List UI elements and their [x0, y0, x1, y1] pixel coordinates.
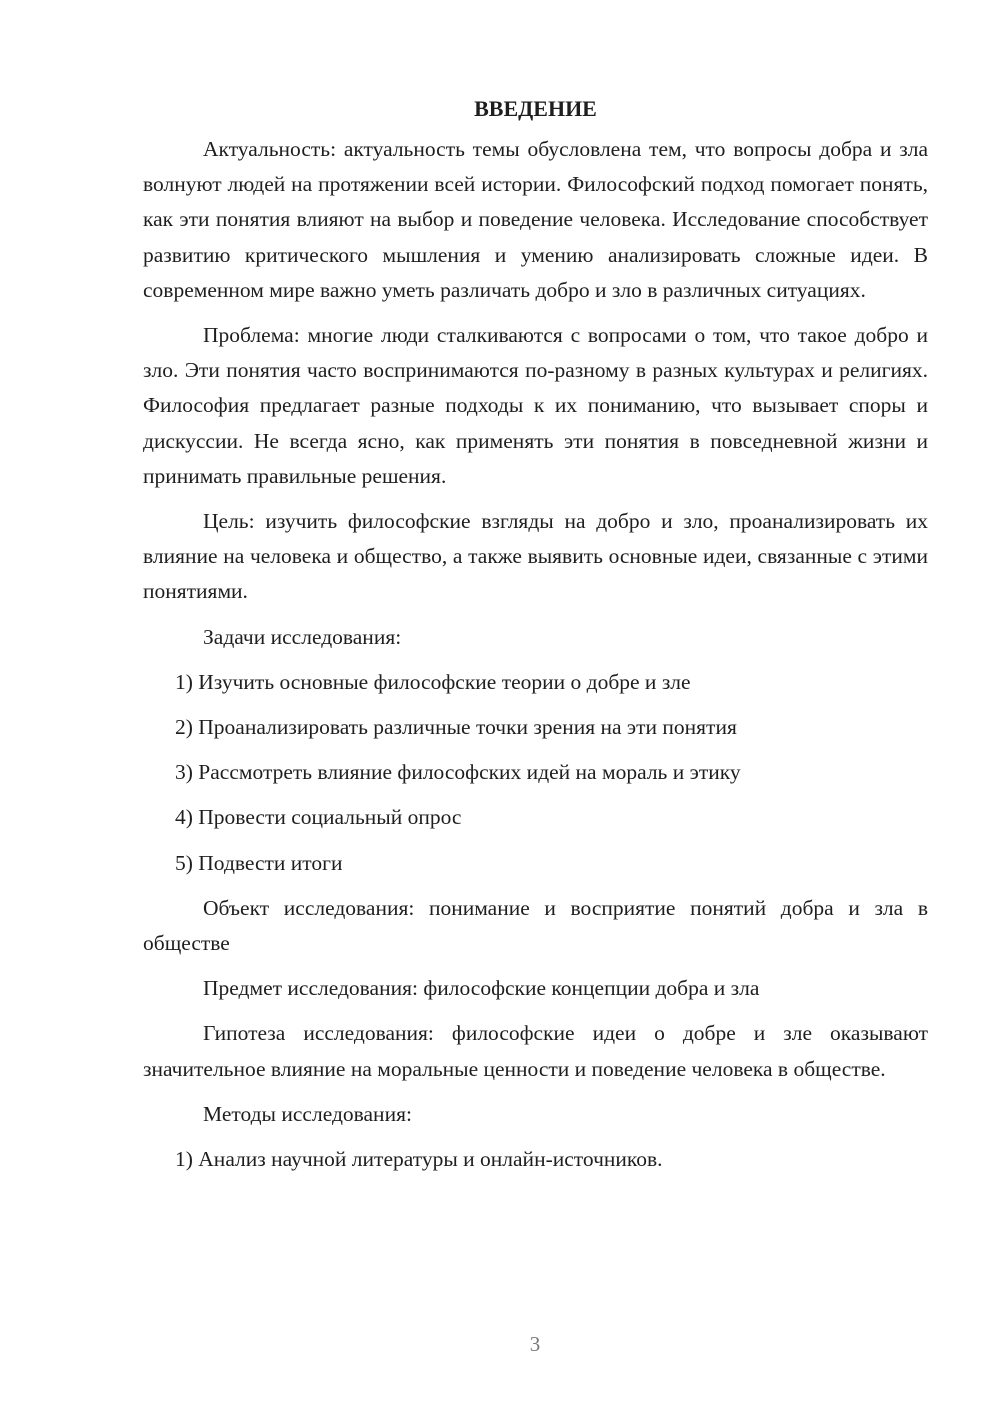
task-item: 2) Проанализировать различные точки зрения на эти понятия	[175, 715, 737, 740]
method-item: 1) Анализ научной литературы и онлайн-источников.	[175, 1147, 663, 1172]
subject-paragraph: Предмет исследования: философские концепции добра и зла	[203, 976, 760, 1001]
task-item: 5) Подвести итоги	[175, 850, 343, 875]
section-title: ВВЕДЕНИЕ	[474, 96, 597, 121]
task-item: 3) Рассмотреть влияние философских идей на мораль и этику	[175, 760, 741, 785]
object-paragraph: Объект исследования: понимание и восприятие понятий добра и зла в обществе	[143, 895, 928, 956]
task-item: 4) Провести социальный опрос	[175, 805, 462, 830]
goal-paragraph: Цель: изучить философские взгляды на добро и зло, проанализировать их влияние на человека и общество, а также выявить основные идеи, связанные с этими понятиями.	[143, 509, 928, 604]
hypothesis-paragraph: Гипотеза исследования: философские идеи о добре и зле оказывают значительное влияние на моральные ценности и поведение человека в обществе.	[143, 1021, 928, 1081]
task-item: 1) Изучить основные философские теории о добре и зле	[175, 669, 691, 694]
relevance-paragraph: Актуальность: актуальность темы обусловлена тем, что вопросы добра и зла волнуют людей на протяжении всей истории. Философский подход помогает понять, как эти понятия влияют на выбор и поведение человека. Исследование способствует развитию критического мышления и умению анализировать сложные идеи. В современном мире важно уметь различать добро и зло в различных ситуациях.	[143, 137, 928, 302]
page-content	[143, 94, 928, 1187]
tasks-heading: Задачи исследования:	[203, 624, 402, 649]
page-number: 3	[529, 1332, 541, 1356]
problem-paragraph: Проблема: многие люди сталкиваются с вопросами о том, что такое добро и зло. Эти понятия часто воспринимаются по-разному в разных культурах и религиях. Философия предлагает разные подходы к их пониманию, что вызывает споры и дискуссии. Не всегда ясно, как применять эти понятия в повседневной жизни и принимать правильные решения.	[143, 323, 928, 488]
methods-heading: Методы исследования:	[203, 1101, 412, 1126]
